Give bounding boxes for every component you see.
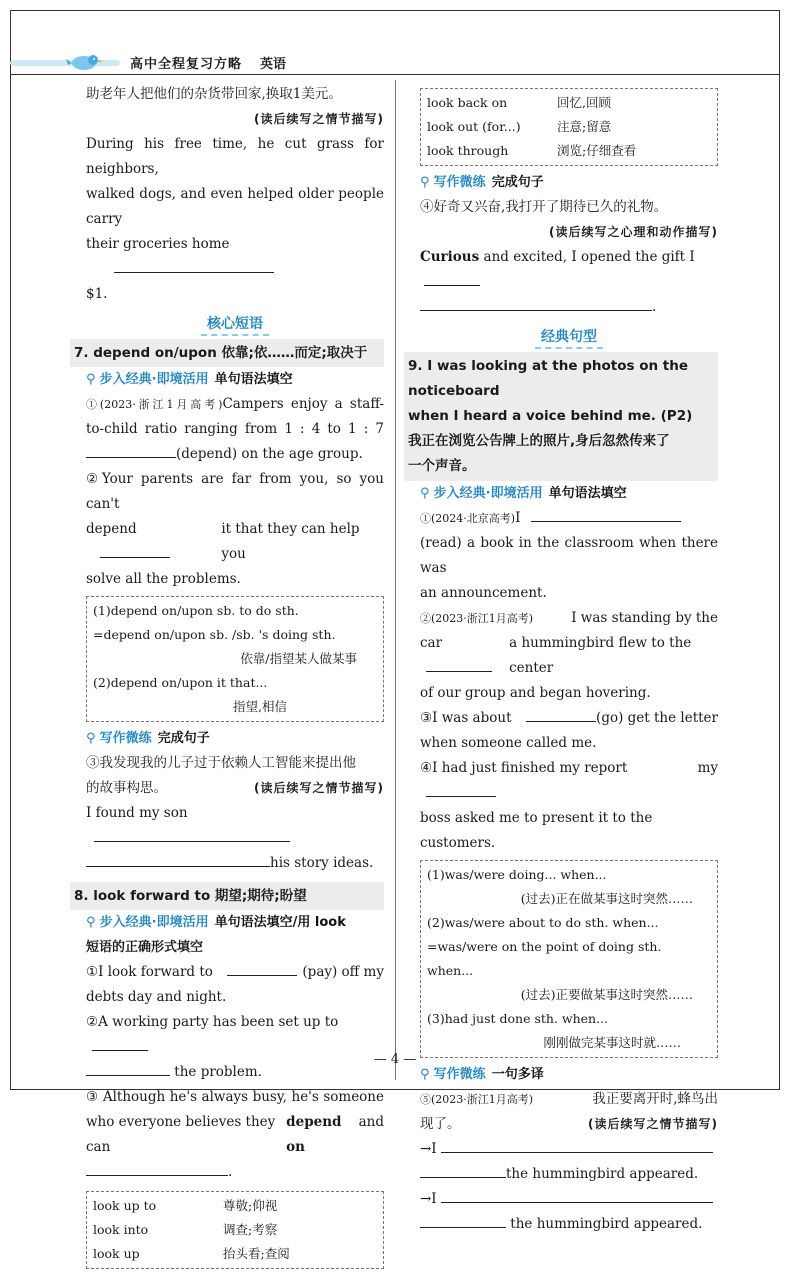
answer-blank[interactable] [420,296,652,311]
usage-note-box [420,860,718,1058]
question-source: ①(2023·浙江1月高考) [86,398,223,411]
answer-blank[interactable] [420,1213,506,1228]
question-text: car [420,635,443,651]
answer-blank[interactable] [426,782,496,797]
question-source: ②(2023·浙江1月高考) [420,612,534,625]
header-rule [10,74,780,75]
book-title: 高中全程复习方略 [130,56,243,72]
phrase-row: look up 抬头看;查阅 [93,1246,290,1261]
subject-label: 英语 [260,56,287,72]
note-line: (过去)正在做某事这时突然…… [520,891,693,906]
question-text: 的故事构思。 [86,780,167,796]
answer-blank[interactable] [420,1163,506,1178]
question-text: the hummingbird appeared. [510,1216,703,1232]
answer-blank[interactable] [94,827,290,842]
answer-blank[interactable] [100,543,170,558]
note-line: 依靠/指望某人做某事 [240,651,357,666]
note-line: (3)had just done sth. when... [427,1011,609,1026]
note-line: 刚刚做完某事这时就…… [543,1035,681,1050]
question-text: ②A working party has been set up to [86,1014,339,1030]
note-line: (2)was/were about to do sth. when... [427,915,659,930]
writing-type-tag: (读后续写之情节描写) [588,1117,718,1131]
question-text: I found my son [86,805,188,821]
question-source: ①(2024·北京高考) [420,512,516,525]
question-text: ④I had just finished my report [420,760,628,776]
question-text: and [358,1114,384,1130]
note-line: (2)depend on/upon it that... [93,675,268,690]
question-text: I was standing by the [571,610,718,626]
key-word: Curious [420,249,480,265]
question-text: I [515,510,521,526]
continued-english-line: their groceries home [86,236,230,252]
location-pin-icon: ⚲ [420,486,430,501]
continued-english-line: During his free time, he cut grass for neighbors, [86,136,384,177]
question-text: (pay) off my [302,964,384,980]
section-title-classic-sentences: 经典句型 [420,326,718,346]
writing-type-tag: (读后续写之心理和动作描写) [549,225,718,239]
answer-blank[interactable] [526,707,596,722]
exercise-tag: ⚲ 写作微练 完成句子 [420,175,544,190]
section-title-core-phrases: 核心短语 [86,313,384,333]
phrase-row: look through 浏览;仔细查看 [427,143,637,158]
question-text: ②Your parents are far from you, so you can't [86,471,384,512]
item-7-heading: 7. depend on/upon 依靠;依……而定;取决于 [70,339,384,367]
answer-blank[interactable] [86,852,270,867]
question-source: ⑤(2023·浙江1月高考) [420,1093,534,1106]
answer-blank[interactable] [424,271,480,286]
exercise-tag: ⚲ 步入经典·即境活用 单句语法填空/用 look [86,915,346,930]
exercise-tag: ⚲ 步入经典·即境活用 单句语法填空 [86,372,293,387]
note-line: (1)was/were doing... when... [427,867,607,882]
location-pin-icon: ⚲ [420,1067,430,1082]
location-pin-icon: ⚲ [420,175,430,190]
answer-blank[interactable] [426,657,492,672]
right-column: look back on 回忆,回顾 look out (for...) 注意;留意 look through 浏览;仔细查看 ⚲ 写作微练 完成句子 ④好奇又兴奋,我打开了期待已久的礼物。 (读后续写之心理和动作描写) Curious and excited, I opened the gift I . 经典句型 9. I was looking at the photos on the noticeboard when I heard a voice behind me. (P2) 我正在浏览公告牌上的照片,身后忽然传来了 一个声音。 ⚲ 步入经典·即境活用 单句语法填空 ①(2024·北京高考)I (read) a book in the classroom when there was an announcement. ②(2023·浙江1月高考) I was standing by the car a hummingbird flew to the center of our group and began hovering. ③I was about (go) get the letter when someone called me. ④I had just finished my report my boss asked me to present it to the customers. (1)was/were doing... when... (过去)正在做某事这时突然…… (2)was/were about to do sth. when... =was/were on the point of doing sth. when... (过去)正要做某事这时突然…… (3)had just done sth. when... 刚刚做完某事这时就…… ⚲ 写作微练 一句多译 ⑤(2023·浙江1月高考) 我正要离开时,蜂鸟出 现了。 (读后续写之情节描写) →I the hummingbird appeared. →I the hummingbird appeared. [420,82,718,1237]
question-text: when someone called me. [420,735,597,751]
question-text: ③I was about [420,710,512,726]
note-line: =was/were on the point of doing sth. when... [427,939,662,978]
arrow-icon: →I [420,1141,437,1157]
note-line: 指望,相信 [233,699,287,714]
note-line: (1)depend on/upon sb. to do sth. [93,603,299,618]
usage-note-box [86,596,384,722]
column-divider [395,80,396,1080]
question-text: and excited, I opened the gift I [483,249,695,265]
note-line: =depend on/upon sb. /sb. 's doing sth. [93,627,336,642]
page-header [70,50,286,74]
answer-blank[interactable] [114,258,274,273]
answer-blank[interactable] [531,507,681,522]
location-pin-icon: ⚲ [86,915,96,930]
question-text: of our group and began hovering. [420,685,651,701]
location-pin-icon: ⚲ [86,731,96,746]
question-text: solve all the problems. [86,571,241,587]
question-text: Campers enjoy a staff- [222,396,385,412]
answer-blank[interactable] [441,1188,713,1203]
question-text: (read) a book in the classroom when there was [420,535,718,576]
question-text: 现了。 [420,1116,461,1132]
exercise-tag: ⚲ 写作微练 完成句子 [86,731,210,746]
phrase-row: look into 调查;考察 [93,1222,278,1237]
question-text: (go) get the letter [596,710,718,726]
question-text: his story ideas. [270,855,374,871]
question-text: the hummingbird appeared. [506,1166,699,1182]
continued-chinese: 助老年人把他们的杂货带回家,换取1美元。 [86,86,342,102]
question-text: depend [86,521,137,537]
item-9-heading: 9. I was looking at the photos on the noticeboard when I heard a voice behind me. (P2) 我正在浏览公告牌上的照片,身后忽然传来了 一个声音。 [404,352,718,481]
question-text: my [697,760,718,776]
bird-logo-icon [66,52,110,72]
question-text: it that they can help you [221,521,360,562]
question-text: an announcement. [420,585,547,601]
answer-blank[interactable] [441,1138,713,1153]
phrase-row: look up to 尊敬;仰视 [93,1198,278,1213]
question-text: to-child ratio ranging from 1 : 4 to 1 : 7 [86,421,384,437]
exercise-tag: ⚲ 写作微练 一句多译 [420,1067,544,1082]
left-column: 助老年人把他们的杂货带回家,换取1美元。 (读后续写之情节描写) During his free time, he cut grass for neighbors, walked dogs, and even helped older people carry their groceries home $1. 核心短语 7. depend on/upon 依靠;依……而定;取决于 ⚲ 步入经典·即境活用 单句语法填空 ①(2023·浙江1月高考)Campers enjoy a staff- to-child ratio ranging from 1 : 4 to 1 : 7 (depend) on the age group. ②Your parents are far from you, so you can't depend it that they can help you solve all the problems. (1)depend on/upon sb. to do sth. =depend on/upon sb. /sb. 's doing sth. 依靠/指望某人做某事 (2)depend on/upon it that... 指望,相信 ⚲ 写作微练 完成句子 ③我发现我的儿子过于依赖人工智能来提出他 的故事构思。 (读后续写之情节描写) I found my son his story ideas. 8. look forward to 期望;期待;盼望 ⚲ 步入经典·即境活用 单句语法填空/用 look 短语的正确形式填空 ①I look forward to (pay) off my debts day and night. ②A working party has been set up to the problem. ③ Although he's always busy, he's someone who everyone believes they can depend on and . look up to 尊敬;仰视 look into 调查;考察 look up 抬头看;查阅 [86,82,384,1273]
location-pin-icon: ⚲ [86,372,96,387]
question-text: (depend) on the age group. [176,446,363,462]
question-text: boss asked me to present it to the customers. [420,810,653,851]
continued-english-line: walked dogs, and even helped older people carry [86,186,384,227]
answer-blank[interactable] [86,1161,228,1176]
arrow-icon: →I [420,1191,437,1207]
question-text: ③ Although he's always busy, he's someone [86,1089,384,1105]
writing-type-tag: (读后续写之情节描写) [254,781,384,795]
answer-blank[interactable] [92,1036,148,1051]
question-text: a hummingbird flew to the center [509,635,692,676]
continued-english-line: $1. [86,286,108,302]
question-text: ①I look forward to [86,964,213,980]
item-8-heading: 8. look forward to 期望;期待;盼望 [70,882,384,910]
exercise-tag: ⚲ 步入经典·即境活用 单句语法填空 [420,486,627,501]
question-text: who everyone believes they can [86,1114,276,1155]
question-text: ④好奇又兴奋,我打开了期待已久的礼物。 [420,199,668,215]
answer-blank[interactable] [227,961,297,976]
note-line: (过去)正要做某事这时突然…… [520,987,693,1002]
question-text: 我正要离开时,蜂鸟出 [592,1091,718,1107]
phrase-box [420,88,718,166]
question-text: the problem. [174,1064,262,1080]
phrase-row: look out (for...) 注意;留意 [427,119,612,134]
exercise-instruction: 短语的正确形式填空 [86,940,204,955]
page-number: — 4 — [373,1052,417,1067]
key-phrase: depend on [286,1114,342,1155]
phrase-row: look back on 回忆,回顾 [427,95,611,110]
question-text: debts day and night. [86,989,227,1005]
phrase-box [86,1191,384,1269]
answer-blank[interactable] [86,443,176,458]
writing-type-tag: (读后续写之情节描写) [254,112,384,126]
question-text: ③我发现我的儿子过于依赖人工智能来提出他 [86,755,356,771]
